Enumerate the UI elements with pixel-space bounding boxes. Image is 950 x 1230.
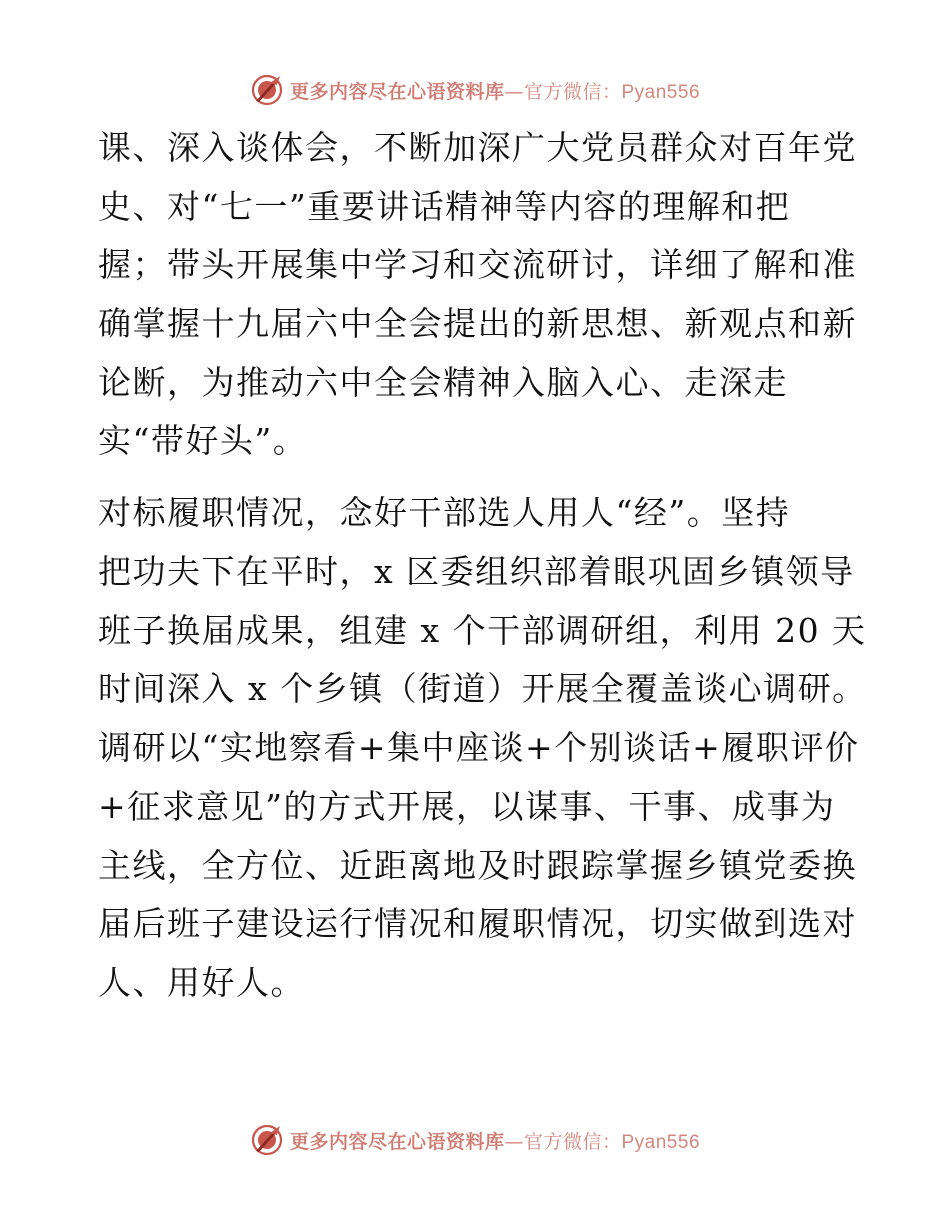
text-line: 班子换届成果，组建 x 个干部调研组，利用 20 天 bbox=[98, 611, 867, 650]
text-line: 实“带好头”。 bbox=[98, 421, 308, 460]
text-line: +征求意见”的方式开展，以谋事、干事、成事为 bbox=[98, 787, 836, 826]
text-line: 对标履职情况，念好干部选人用人“经”。坚持 bbox=[98, 493, 791, 532]
quill-seal-icon bbox=[250, 1123, 284, 1157]
text-line: 课、深入谈体会，不断加深广大党员群众对百年党 bbox=[98, 128, 857, 167]
footer-banner bbox=[0, 1120, 950, 1160]
banner-wechat-label: 官方微信： bbox=[523, 80, 622, 103]
banner-wechat-label: 官方微信： bbox=[523, 1130, 622, 1153]
text-line: 时间深入 x 个乡镇（街道）开展全覆盖谈心调研。 bbox=[98, 669, 867, 708]
header-banner bbox=[0, 70, 950, 110]
text-line: 主线，全方位、近距离地及时跟踪掌握乡镇党委换 bbox=[98, 846, 857, 885]
text-line: 届后班子建设运行情况和履职情况，切实做到选对 bbox=[98, 904, 857, 943]
banner-main-text: 更多内容尽在心语资料库 bbox=[289, 1130, 505, 1153]
text-line: 把功夫下在平时，x 区委组织部着眼巩固乡镇领导 bbox=[98, 552, 855, 591]
banner-dash: — bbox=[504, 1130, 524, 1153]
banner-main-text: 更多内容尽在心语资料库 bbox=[289, 80, 505, 103]
banner-text bbox=[290, 77, 700, 104]
text-line: 握；带头开展集中学习和交流研讨，详细了解和准 bbox=[98, 245, 857, 284]
banner-text bbox=[290, 1127, 700, 1154]
text-line: 人、用好人。 bbox=[98, 963, 305, 1002]
text-line: 史、对“七一”重要讲话精神等内容的理解和把 bbox=[98, 187, 791, 226]
text-line: 论断，为推动六中全会精神入脑入心、走深走 bbox=[98, 363, 788, 402]
banner-dash: — bbox=[504, 80, 524, 103]
text-line: 调研以“实地察看+集中座谈+个别谈话+履职评价 bbox=[98, 728, 860, 767]
quill-seal-icon bbox=[250, 73, 284, 107]
banner-wechat-id: Pyan556 bbox=[621, 81, 701, 103]
text-line: 确掌握十九届六中全会提出的新思想、新观点和新 bbox=[98, 304, 857, 343]
banner-wechat-id: Pyan556 bbox=[621, 1131, 701, 1153]
